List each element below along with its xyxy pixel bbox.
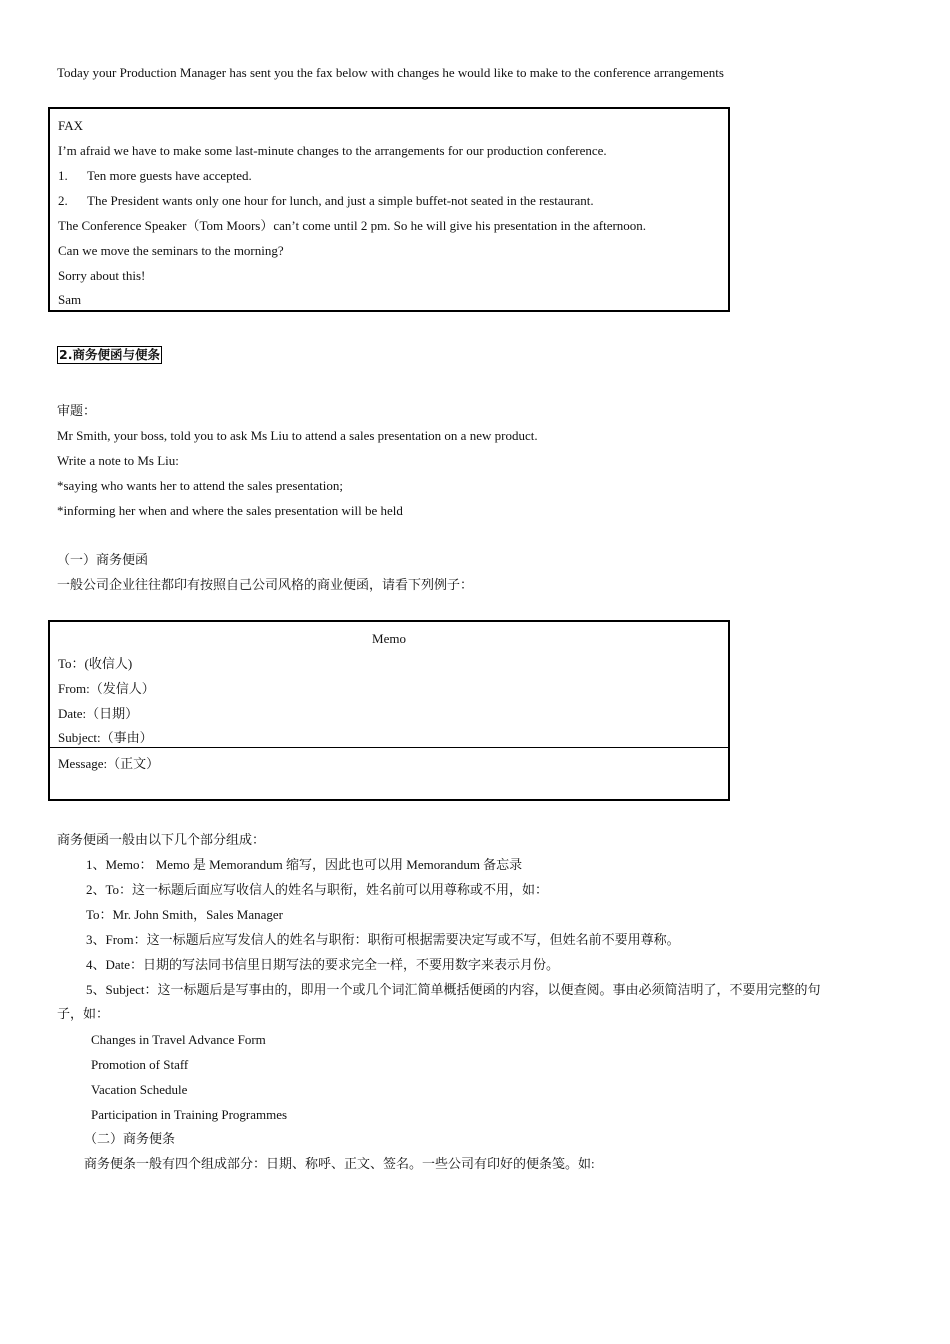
fax-item-2 xyxy=(58,193,594,209)
fax-signature: Sam xyxy=(58,292,82,307)
memo-message: Message:（正文） xyxy=(58,756,160,771)
memo-title: Memo xyxy=(372,631,406,646)
fax-title: FAX xyxy=(58,118,84,133)
task-line-2: Write a note to Ms Liu: xyxy=(57,453,179,468)
fax-item-1 xyxy=(58,168,252,184)
explain-date: 4、Date：日期的写法同书信里日期写法的要求完全一样，不要用数字来表示月份。 xyxy=(86,957,560,972)
subject-example: Participation in Training Programmes xyxy=(91,1107,288,1122)
fax-line-sorry: Sorry about this! xyxy=(58,268,146,283)
subject-example: Changes in Travel Advance Form xyxy=(91,1032,266,1047)
explain-subject-line-1: 5、Subject：这一标题后是写事由的，即用一个或几个词汇简单概括便函的内容，以便查阅。事由必须简洁明了，不要用完整的句 xyxy=(86,982,821,997)
fax-box xyxy=(48,107,730,312)
subject-example: Promotion of Staff xyxy=(91,1057,189,1072)
memo-box xyxy=(48,620,730,801)
fax-item-2-text: The President wants only one hour for lunch, and just a simple buffet-not seated in the restaurant. xyxy=(87,193,594,208)
subsection-1-title: （一）商务便函 xyxy=(57,552,149,567)
subject-example: Vacation Schedule xyxy=(91,1082,188,1097)
explain-subject-line-2: 子，如： xyxy=(57,1006,110,1021)
fax-line-seminars: Can we move the seminars to the morning? xyxy=(58,243,284,258)
subsection-2-title: （二）商务便条 xyxy=(84,1131,176,1146)
memo-date: Date:（日期） xyxy=(58,706,139,721)
fax-item-2-number: 2. xyxy=(58,193,68,208)
fax-line-speaker: The Conference Speaker（Tom Moors）can’t come until 2 pm. So he will give his presentation in the afternoon. xyxy=(58,218,647,233)
fax-item-1-text: Ten more guests have accepted. xyxy=(87,168,252,183)
task-line-3: *saying who wants her to attend the sales presentation; xyxy=(57,478,343,493)
memo-to: To：(收信人) xyxy=(58,656,133,671)
subsection-1-intro: 一般公司企业往往都印有按照自己公司风格的商业便函，请看下列例子： xyxy=(57,577,474,592)
task-line-1: Mr Smith, your boss, told you to ask Ms Liu to attend a sales presentation on a new product. xyxy=(57,428,538,443)
task-label: 审题： xyxy=(57,403,97,418)
memo-from: From:（发信人） xyxy=(58,681,155,696)
explain-memo: 1、Memo： Memo 是 Memorandum 缩写，因此也可以用 Memorandum 备忘录 xyxy=(86,857,523,872)
subsection-2-text: 商务便条一般有四个组成部分：日期、称呼、正文、签名。一些公司有印好的便条笺。如: xyxy=(84,1156,595,1171)
explain-to: 2、To：这一标题后面应写收信人的姓名与职衔，姓名前可以用尊称或不用，如： xyxy=(86,882,549,897)
fax-item-1-number: 1. xyxy=(58,168,68,183)
explain-intro: 商务便函一般由以下几个部分组成： xyxy=(57,832,266,847)
memo-divider xyxy=(50,747,728,748)
memo-subject: Subject:（事由） xyxy=(58,730,153,745)
explain-from: 3、From：这一标题后应写发信人的姓名与职衔：职衔可根据需要决定写或不写，但姓名前不要用尊称。 xyxy=(86,932,680,947)
fax-line-changes: I’m afraid we have to make some last-minute changes to the arrangements for our production conference. xyxy=(58,143,607,158)
intro-text: Today your Production Manager has sent you the fax below with changes he would like to make to the conference arrangements xyxy=(57,65,724,80)
section-heading: 2.商务便函与便条 xyxy=(59,347,160,362)
task-line-4: *informing her when and where the sales presentation will be held xyxy=(57,503,403,518)
explain-to-example: To：Mr. John Smith，Sales Manager xyxy=(86,907,283,922)
